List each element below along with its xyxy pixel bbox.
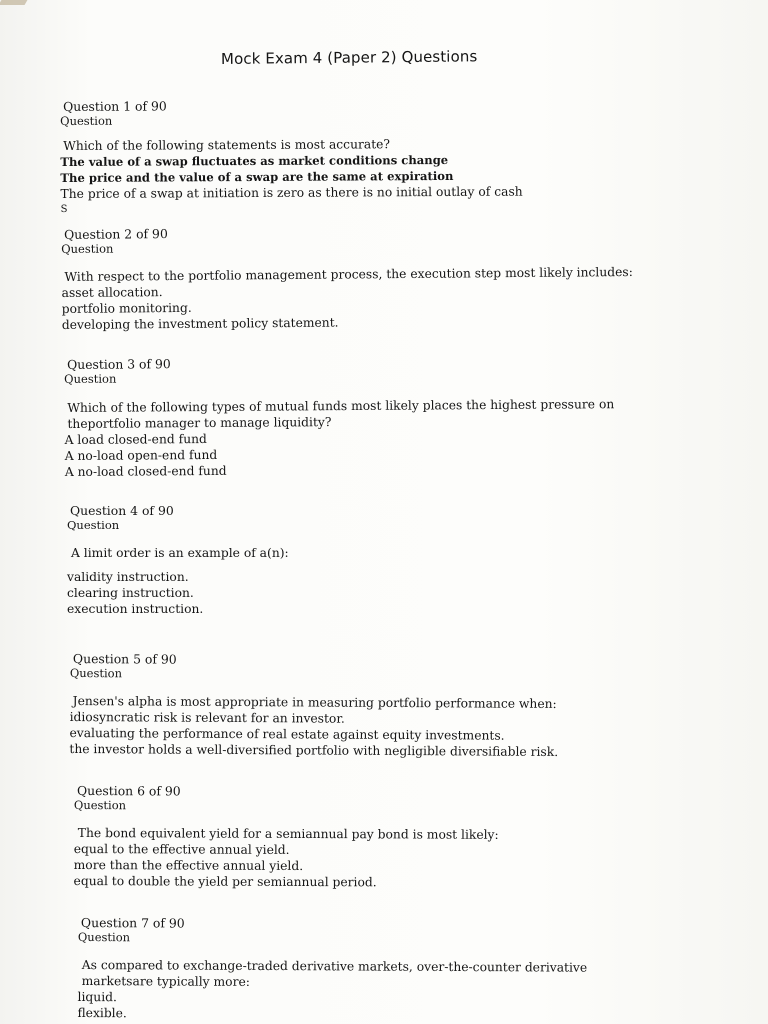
answer-option: liquid. xyxy=(77,989,117,1005)
answer-option: asset allocation. xyxy=(61,285,163,300)
question-label: Question xyxy=(61,241,114,256)
answer-option: equal to double the yield per semiannual period. xyxy=(73,873,377,890)
question-block xyxy=(77,915,587,1024)
answer-option: A no-load open-end fund xyxy=(64,447,218,463)
question-stem: The bond equivalent yield for a semiannual pay bond is most likely: xyxy=(77,826,499,842)
answer-option: more than the effective annual yield. xyxy=(73,857,304,874)
answer-option: evaluating the performance of real estate against equity investments. xyxy=(69,725,505,743)
answer-option: the investor holds a well-diversified portfolio with negligible diversifiable risk. xyxy=(69,741,559,759)
question-number: Question 4 of 90 xyxy=(70,503,174,518)
answer-option: portfolio monitoring. xyxy=(61,300,192,316)
stray-character: S xyxy=(60,203,68,215)
question-stem-continued: marketsare typically more: xyxy=(81,974,250,989)
answer-option: clearing instruction. xyxy=(67,586,194,600)
question-stem: Which of the following types of mutual funds most likely places the highest pressure on xyxy=(67,397,615,415)
question-stem: With respect to the portfolio management process, the execution step most likely includes: xyxy=(64,265,633,284)
question-block xyxy=(64,353,615,480)
question-stem: Which of the following statements is most accurate? xyxy=(63,137,391,153)
question-number: Question 3 of 90 xyxy=(66,356,171,372)
answer-option: flexible. xyxy=(77,1005,127,1021)
question-block xyxy=(67,503,289,617)
question-block xyxy=(60,97,523,218)
question-label: Question xyxy=(67,518,120,532)
question-block xyxy=(61,222,633,333)
question-block xyxy=(74,783,499,891)
question-stem: Jensen's alpha is most appropriate in measuring portfolio performance when: xyxy=(72,694,557,711)
question-number: Question 7 of 90 xyxy=(80,915,185,931)
answer-option: The price of a swap at initiation is zero as there is no initial outlay of cash xyxy=(60,184,523,201)
answer-option: equal to the effective annual yield. xyxy=(73,841,290,857)
answer-option: idiosyncratic risk is relevant for an investor. xyxy=(69,709,345,726)
question-label: Question xyxy=(77,929,131,945)
answer-option: execution instruction. xyxy=(67,602,204,616)
question-number: Question 5 of 90 xyxy=(72,651,177,667)
question-number: Question 2 of 90 xyxy=(63,226,168,242)
question-block xyxy=(69,651,558,760)
page-title: Mock Exam 4 (Paper 2) Questions xyxy=(220,47,478,68)
question-number: Question 1 of 90 xyxy=(62,98,167,114)
question-stem: A limit order is an example of a(n): xyxy=(71,546,289,560)
question-label: Question xyxy=(64,371,117,386)
question-label: Question xyxy=(60,113,113,128)
question-label: Question xyxy=(73,797,127,813)
answer-option: developing the investment policy statement. xyxy=(61,315,339,332)
answer-option: A no-load closed-end fund xyxy=(64,463,227,479)
question-number: Question 6 of 90 xyxy=(76,783,181,799)
answer-option: validity instruction. xyxy=(67,570,189,584)
answer-option: The price and the value of a swap are the same at expiration xyxy=(60,168,454,185)
question-label: Question xyxy=(69,665,123,681)
page-corner-mark xyxy=(0,0,27,5)
question-stem: As compared to exchange-traded derivative markets, over-the-counter derivative xyxy=(81,958,588,975)
answer-option: A load closed-end fund xyxy=(64,432,207,447)
answer-option: The value of a swap fluctuates as market conditions change xyxy=(60,152,449,169)
question-stem-continued: theportfolio manager to manage liquidity? xyxy=(67,415,332,431)
